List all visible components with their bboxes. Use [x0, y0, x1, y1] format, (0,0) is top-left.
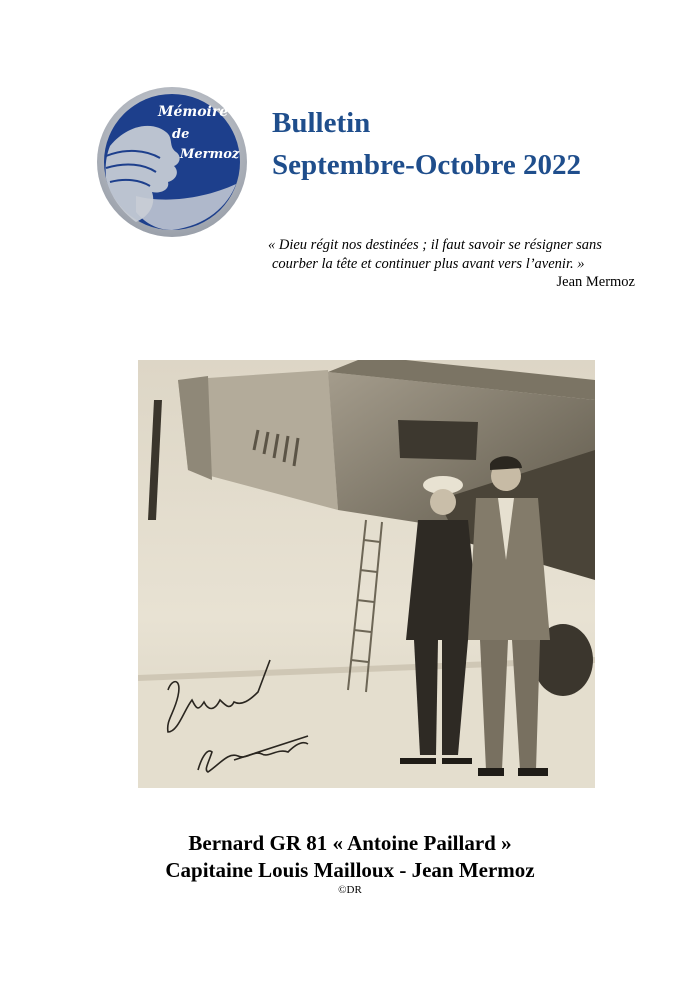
logo-emblem-icon [96, 86, 248, 238]
photo-credit: ©DR [338, 884, 362, 896]
memoire-de-mermoz-logo [96, 86, 248, 238]
caption-line-2: Capitaine Louis Mailloux - Jean Mermoz [165, 858, 535, 882]
logo-text-line3: Mermoz [180, 147, 240, 162]
logo-text-line1: Mémoire [158, 104, 229, 120]
quote-author: Jean Mermoz [556, 274, 635, 290]
caption-line-1: Bernard GR 81 « Antoine Paillard » [188, 831, 512, 855]
title-line-2: Septembre-Octobre 2022 [272, 149, 582, 181]
historic-photograph [138, 360, 595, 788]
title-line-1: Bulletin [272, 107, 371, 139]
photograph-image [138, 360, 595, 788]
quote-line-2: courber la tête et continuer plus avant vers l’avenir. » [272, 256, 585, 272]
bulletin-title [272, 102, 581, 186]
quote-block [268, 236, 676, 274]
logo-text-line2: de [172, 127, 190, 142]
quote-line-1: « Dieu régit nos destinées ; il faut savoir se résigner sans [268, 237, 602, 253]
